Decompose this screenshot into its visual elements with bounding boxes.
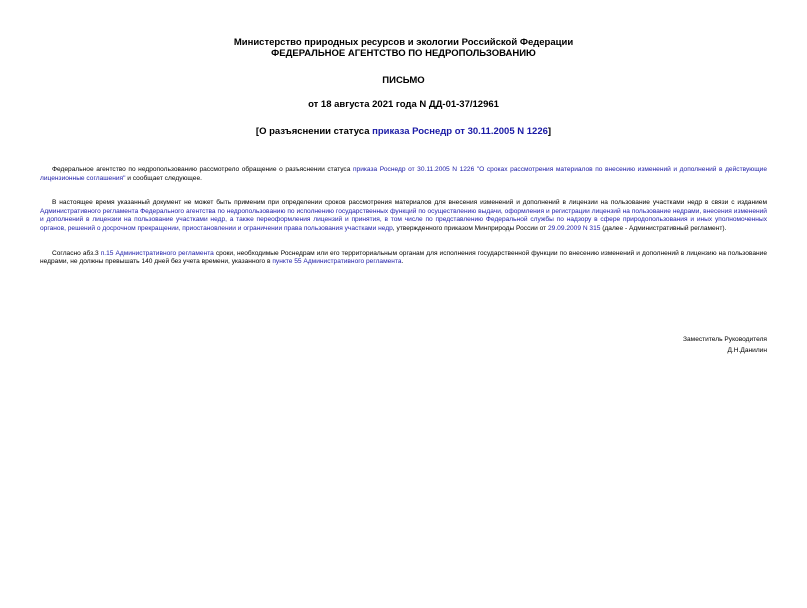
document-number: от 18 августа 2021 года N ДД-01-37/12961 [308, 99, 499, 110]
paragraph-1-text-b: и сообщает следующее. [125, 174, 202, 182]
clause-15-link[interactable]: п.15 Административного регламента [100, 249, 214, 257]
ministry-name: Министерство природных ресурсов и экологии Российской Федерации [233, 37, 574, 48]
paragraph-3-text-c: . [401, 258, 404, 266]
order-315-link[interactable]: 29.09.2009 N 315 [547, 224, 601, 232]
order-1226-link[interactable]: приказа Роснедр от 30.11.2005 N 1226 "О сроках рассмотрения материалов по внесению изменений и дополнений в действующие лицензионные соглашения" [40, 166, 767, 182]
admin-regulation-link[interactable]: Административного регламента Федерального агентства по недропользованию по исполнению государственных функций по осуществлению выдачи, оформления и регистрации лицензий на пользование недрами, внесения изменений и дополнений в лицензии на пользование участками недр, а также переоформления лицензий и принятия, в том числе по представлению Федеральной службы по надзору в сфере природопользования и иных уполномоченных органов, решений о досрочном прекращении, приостановлении и ограничении права пользования участками недр [40, 207, 767, 232]
document-header [40, 37, 767, 137]
paragraph-3-text-a: Согласно абз.3 [52, 249, 101, 257]
clause-55-link[interactable]: пункте 55 Административного регламента [272, 258, 402, 266]
paragraph-2-text-a: В настоящее время указанный документ не может быть применим при определении сроков рассмотрения материалов для внесения изменений и дополнений в лицензии на пользование участками недр в связи с изданием [52, 199, 767, 207]
paragraph-1-text-a: Федеральное агентство по недропользованию рассмотрело обращение о разъяснении статуса [52, 166, 353, 173]
subject-suffix: ] [547, 126, 552, 137]
paragraph-2-text-b: , утвержденного приказом Минприроды России от [392, 224, 548, 232]
document-type: ПИСЬМО [382, 75, 425, 86]
paragraph-3 [40, 250, 767, 267]
subject-order-link[interactable]: приказа Роснедр от 30.11.2005 N 1226 [372, 126, 548, 137]
signature-block [683, 334, 767, 356]
document-page [0, 37, 807, 608]
document-subject [40, 126, 767, 137]
paragraph-3-text-b: сроки, необходимые Роснедрам или его территориальным органам для исполнения государственной функции по внесению изменений и дополнений в лицензию на пользование недрами, не должны превышать 140 дней без учета времени, указанного в [40, 249, 768, 266]
subject-prefix: [О разъяснении статуса [255, 126, 373, 137]
paragraph-2 [40, 199, 767, 233]
paragraph-1 [40, 166, 767, 183]
paragraph-2-text-c: (далее - Административный регламент). [600, 224, 727, 232]
agency-name: ФЕДЕРАЛЬНОЕ АГЕНТСТВО ПО НЕДРОПОЛЬЗОВАНИЮ [271, 48, 536, 59]
signatory-name: Д.Н.Данилин [727, 347, 767, 354]
signatory-position: Заместитель Руководителя [683, 336, 767, 343]
document-body [40, 166, 767, 267]
